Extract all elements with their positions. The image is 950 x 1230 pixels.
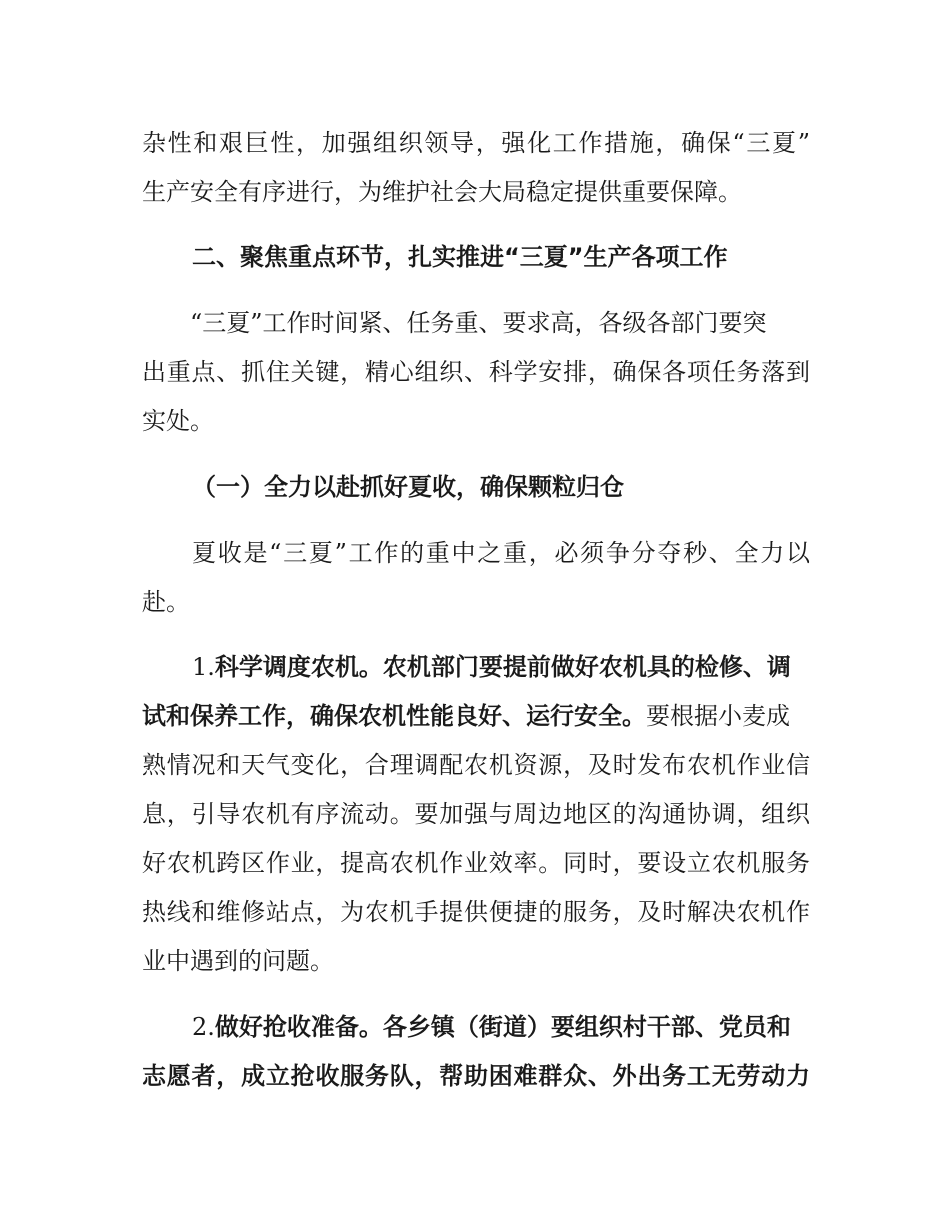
numbered-item-line <box>192 1012 810 1042</box>
paragraph-line: 夏收是“三夏”工作的重中之重，必须争分夺秒、全力以 <box>192 539 810 567</box>
paragraph-line: 熟情况和天气变化，合理调配农机资源，及时发布农机作业信 <box>142 751 810 779</box>
item-title: 科学调度农机。农机部门要提前做好农机具的检修、调 <box>214 653 791 681</box>
numbered-item-line <box>192 652 810 682</box>
paragraph-line: 生产安全有序进行，为维护社会大局稳定提供重要保障。 <box>142 178 742 206</box>
section-heading: 二、聚焦重点环节，扎实推进“三夏”生产各项工作 <box>192 243 728 271</box>
paragraph-line <box>142 701 810 731</box>
item-number: 2. <box>192 1013 215 1041</box>
paragraph-line: 热线和维修站点，为农机手提供便捷的服务，及时解决农机作 <box>142 898 810 926</box>
paragraph-line: 赴。 <box>142 588 190 616</box>
item-number: 1. <box>192 653 215 681</box>
item-title: 做好抢收准备。各乡镇（街道）要组织村干部、党员和 <box>214 1013 791 1041</box>
bold-text: 试和保养工作，确保农机性能良好、运行安全。 <box>142 702 646 730</box>
paragraph-line: 杂性和艰巨性，加强组织领导，强化工作措施，确保“三夏” <box>142 129 810 157</box>
paragraph-line: 实处。 <box>142 407 214 435</box>
paragraph-line: “三夏”工作时间紧、任务重、要求高，各级各部门要突 <box>190 309 767 337</box>
paragraph-line: 出重点、抓住关键，精心组织、科学安排，确保各项任务落到 <box>142 358 810 386</box>
subsection-heading: （一）全力以赴抓好夏收，确保颗粒归仓 <box>192 473 624 501</box>
paragraph-line: 好农机跨区作业，提高农机作业效率。同时，要设立农机服务 <box>142 849 810 877</box>
normal-text: 要根据小麦成 <box>646 702 790 730</box>
paragraph-line: 息，引导农机有序流动。要加强与周边地区的沟通协调，组织 <box>142 800 810 828</box>
paragraph-line: 业中遇到的问题。 <box>142 947 334 975</box>
paragraph-line: 志愿者，成立抢收服务队，帮助困难群众、外出务工无劳动力 <box>142 1062 810 1090</box>
